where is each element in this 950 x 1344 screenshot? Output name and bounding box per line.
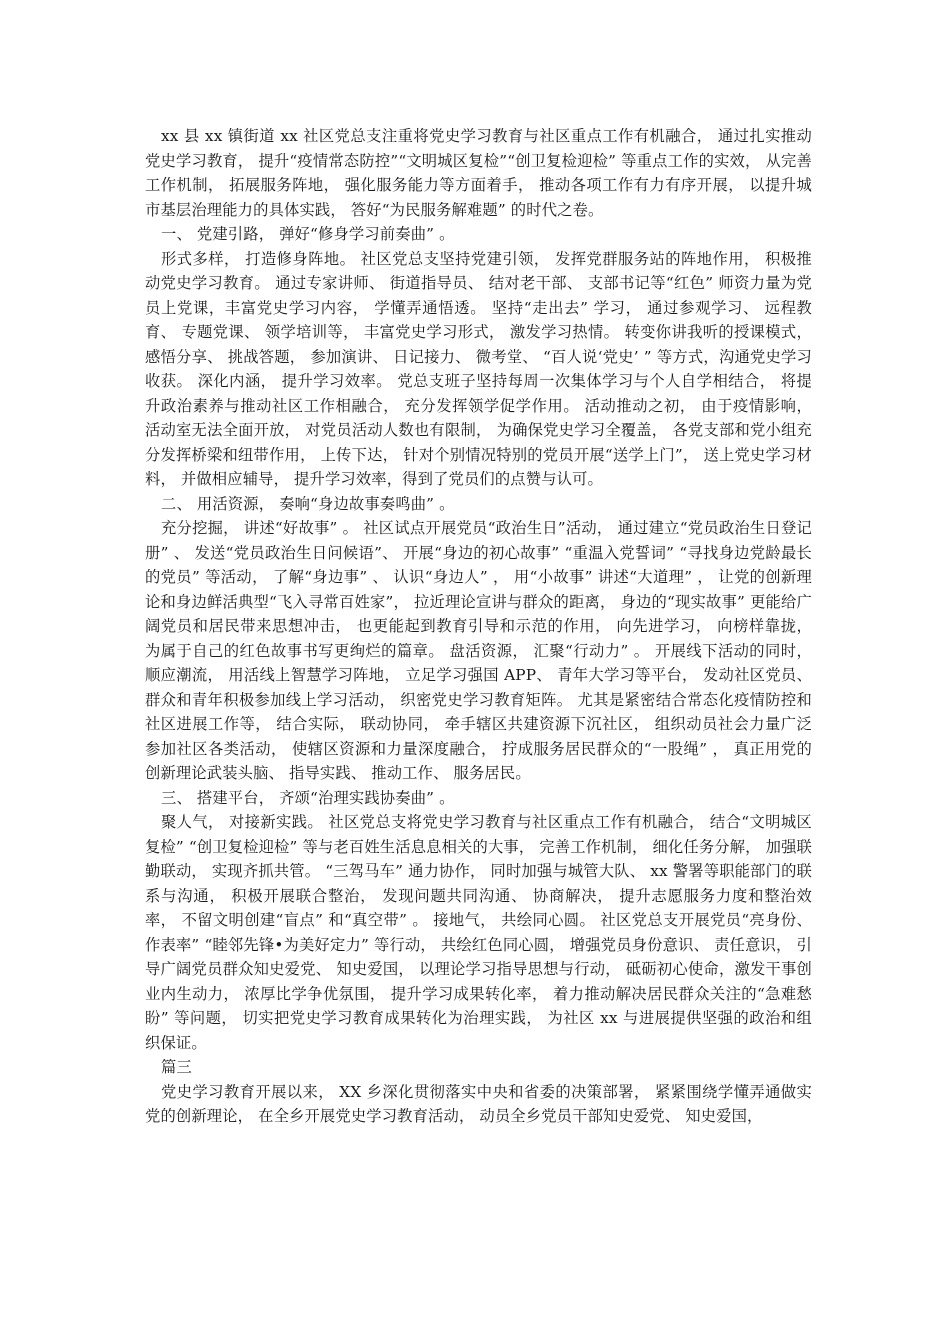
intro-paragraph: xx 县 xx 镇街道 xx 社区党总支注重将党史学习教育与社区重点工作有机融合， 通过扎实推动党史学习教育， 提升“疫情常态防控”“文明城区复检”“创卫复检迎检” 等重点工作的实效， 从完善工作机制， 拓展服务阵地， 强化服务能力等方面着手， 推动各项工作有力有序开展， 以提升城市基层治理能力的具体实践， 答好“为民服务解难题” 的时代之卷。 [145, 127, 812, 219]
section-1-paragraph: 形式多样， 打造修身阵地。 社区党总支坚持党建引领， 发挥党群服务站的阵地作用， 积极推动党史学习教育。 通过专家讲师、 街道指导员、 结对老干部、 支部书记等“红色” 师资力量为党员上党课，丰富党史学习内容， 学懂弄通悟透。 坚持“走出去” 学习， 通过参观学习、 远程教育、 专题党课、 领学培训等， 丰富党史学习形式， 激发学习热情。 转变你讲我听的授课模式， 感悟分享、 挑战答题， 参加演讲、 日记接力、 微考堂、 “百人说‘党史’ ” 等方式，沟通党史学习收获。 深化内涵， 提升学习效率。 党总支班子坚持每周一次集体学习与个人自学相结合， 将提升政治素养与推动社区工作相融合， 充分发挥领学促学作用。 活动推动之初， 由于疫情影响， 活动室无法全面开放， 对党员活动人数也有限制， 为确保党史学习全覆盖， 各党支部和党小组充分发挥桥梁和纽带作用， 上传下达， 针对个别情况特别的党员开展“送学上门”， 送上党史学习材料， 并做相应辅导， 提升学习效率，得到了党员们的点赞与认可。 [145, 249, 812, 488]
part-three-heading: 篇三 [161, 1058, 192, 1076]
section-heading-2: 二、 用活资源， 奏响“身边故事奏鸣曲” 。 [161, 494, 455, 513]
document-body [145, 124, 812, 1129]
section-heading-3: 三、 搭建平台， 齐颂“治理实践协奏曲” 。 [161, 788, 455, 807]
section-2-paragraph: 充分挖掘， 讲述“好故事” 。 社区试点开展党员“政治生日”活动， 通过建立“党员政治生日登记册” 、 发送“党员政治生日问候语”、 开展“身边的初心故事” “重温入党誓词” “寻找身边党龄最长的党员” 等活动， 了解“身边事” 、 认识“身边人” ， 用“小故事” 讲述“大道理” ， 让党的创新理论和身边鲜活典型“飞入寻常百姓家”， 拉近理论宣讲与群众的距离， 身边的“现实故事” 更能给广阔党员和居民带来思想冲击， 也更能起到教育引导和示范的作用， 向先进学习， 向榜样靠拢， 为属于自己的红色故事书写更绚烂的篇章。 盘活资源， 汇聚“行动力” 。 开展线下活动的同时， 顺应潮流， 用活线上智慧学习阵地， 立足学习强国 APP、 青年大学习等平台， 发动社区党员、 群众和青年积极参加线上学习活动， 织密党史学习教育矩阵。 尤其是紧密结合常态化疫情防控和社区进展工作等， 结合实际， 联动协同， 牵手辖区共建资源下沉社区， 组织动员社会力量广泛参加社区各类活动， 使辖区资源和力量深度融合， 拧成服务居民群众的“一股绳” ， 真正用党的创新理论武装头脑、 指导实践、 推动工作、 服务居民。 [145, 519, 812, 782]
section-heading-1: 一、 党建引路， 弹好“修身学习前奏曲” 。 [161, 225, 455, 243]
part-three-paragraph: 党史学习教育开展以来， XX 乡深化贯彻落实中央和省委的决策部署， 紧紧围绕学懂弄通做实党的创新理论， 在全乡开展党史学习教育活动， 动员全乡党员干部知史爱党、 知史爱国， [145, 1082, 812, 1125]
section-3-paragraph: 聚人气， 对接新实践。 社区党总支将党史学习教育与社区重点工作有机融合， 结合“文明城区复检” “创卫复检迎检” 等与老百姓生活息息相关的大事， 完善工作机制， 细化任务分解， 加强联勤联动， 实现齐抓共管。 “三驾马车” 通力协作， 同时加强与城管大队、 xx 警署等职能部门的联系与沟通， 积极开展联合整治， 发现问题共同沟通、 协商解决， 提升志愿服务力度和整治效率， 不留文明创建“盲点” 和“真空带” 。 接地气， 共绘同心圆。 社区党总支开展党员“亮身份、 作表率” “睦邻先锋•为美好定力” 等行动， 共绘红色同心圆， 增强党员身份意识、 责任意识， 引导广阔党员群众知史爱党、 知史爱国， 以理论学习指导思想与行动， 砥砺初心使命，激发干事创业内生动力， 浓厚比学争优氛围， 提升学习成果转化率， 着力推动解决居民群众关注的“急难愁盼” 等问题， 切实把党史学习教育成果转化为治理实践， 为社区 xx 与进展提供坚强的政治和组织保证。 [145, 813, 812, 1052]
